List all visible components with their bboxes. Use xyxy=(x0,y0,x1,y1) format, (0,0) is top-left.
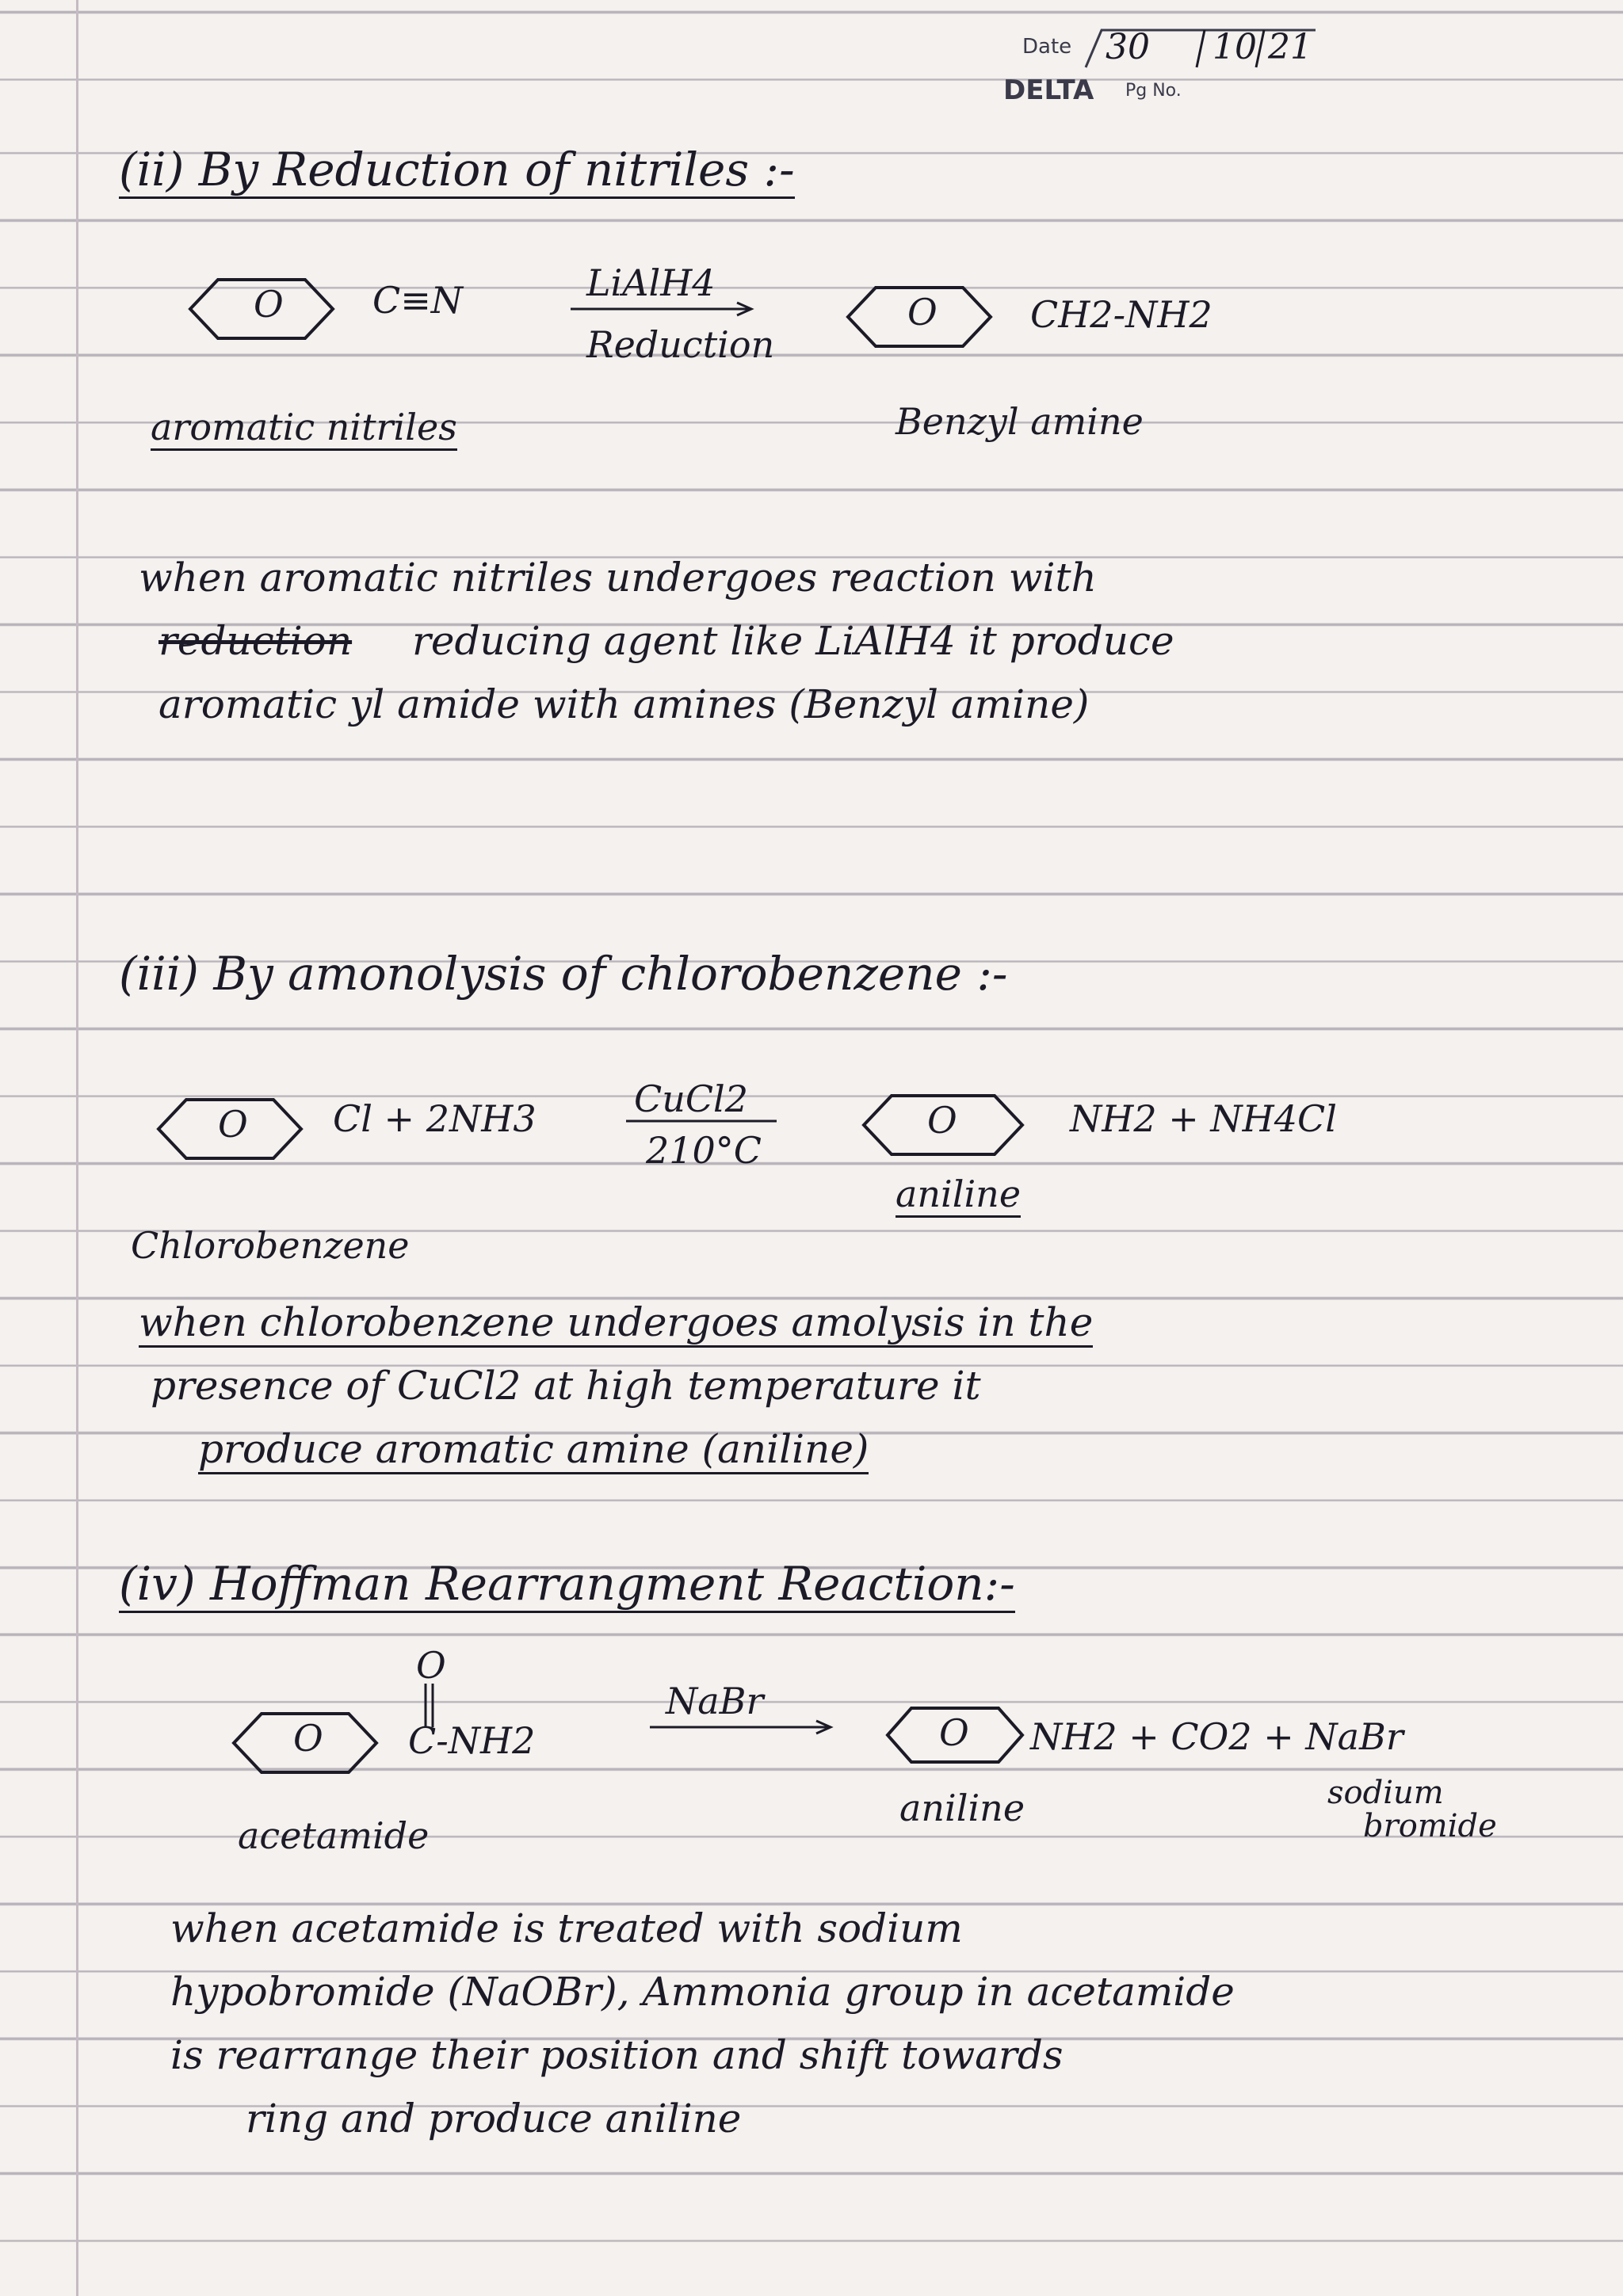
paragraph-line: when acetamide is treated with sodium xyxy=(170,1905,963,1951)
date-month: 10 xyxy=(1212,27,1257,67)
reactant-name: acetamide xyxy=(238,1814,430,1857)
carbonyl-oxygen: O xyxy=(416,1644,446,1687)
page-number-label: Pg No. xyxy=(1125,81,1182,101)
reduction-condition: Reduction xyxy=(586,323,775,366)
ring-symbol: O xyxy=(907,291,938,334)
paragraph-line: hypobromide (NaOBr), Ammonia group in acetamide xyxy=(170,1969,1235,2015)
margin-line xyxy=(76,0,78,2296)
temperature-condition: 210°C xyxy=(646,1129,762,1172)
paragraph-line: when chlorobenzene undergoes amolysis in the xyxy=(139,1299,1093,1348)
chlorobenzene-reactants: Cl + 2NH3 xyxy=(333,1097,537,1140)
ring-symbol: O xyxy=(293,1717,323,1760)
reaction-arrow-icon xyxy=(626,1113,785,1129)
paragraph-line: when aromatic nitriles undergoes reaction with xyxy=(139,555,1097,601)
paragraph-line: ring and produce aniline xyxy=(246,2096,742,2142)
amide-group: C-NH2 xyxy=(408,1719,536,1762)
byproduct-name: bromide xyxy=(1363,1808,1497,1844)
nitrile-group: C≡N xyxy=(372,279,463,322)
date-day: 30 xyxy=(1106,27,1150,67)
ring-symbol: O xyxy=(927,1099,957,1142)
product-aniline: NH2 + CO2 + NaBr xyxy=(1030,1715,1403,1758)
ring-symbol: O xyxy=(939,1711,969,1754)
section-iv-title: (iv) Hoffman Rearrangment Reaction:- xyxy=(119,1557,1015,1613)
reaction-arrow-icon xyxy=(650,1719,840,1735)
ring-symbol: O xyxy=(218,1103,248,1146)
date-year: 21 xyxy=(1268,27,1312,67)
byproduct-name: sodium xyxy=(1327,1775,1444,1811)
product-name: aniline xyxy=(899,1787,1025,1829)
section-ii-title: (ii) By Reduction of nitriles :- xyxy=(119,143,795,199)
page-header xyxy=(991,24,1312,119)
product-name: aniline xyxy=(896,1173,1021,1218)
brand-logo: DELTA xyxy=(1003,74,1094,106)
reaction-arrow-icon xyxy=(571,301,761,317)
product-name: Benzyl amine xyxy=(896,400,1144,443)
reagent-nabr: NaBr xyxy=(666,1680,764,1722)
ring-symbol: O xyxy=(254,283,284,326)
reactant-name: aromatic nitriles xyxy=(151,406,457,451)
reagent-liaLh4: LiAlH4 xyxy=(586,261,716,304)
date-label: Date xyxy=(1022,35,1072,59)
section-iii-title: (iii) By amonolysis of chlorobenzene :- xyxy=(119,947,1008,1001)
paragraph-line: reducing agent like LiAlH4 it produce xyxy=(412,618,1174,664)
reactant-name: Chlorobenzene xyxy=(131,1224,410,1267)
product-benzylamine: CH2-NH2 xyxy=(1030,293,1212,336)
struck-word: reduction xyxy=(158,618,353,664)
paragraph-line: presence of CuCl2 at high temperature it xyxy=(151,1363,981,1409)
reagent-cucl2: CuCl2 xyxy=(634,1077,748,1120)
product-aniline: NH2 + NH4Cl xyxy=(1070,1097,1337,1140)
paragraph-line: is rearrange their position and shift towards xyxy=(170,2032,1064,2078)
paragraph-line: aromatic yl amide with amines (Benzyl amine) xyxy=(158,681,1090,727)
paragraph-line: produce aromatic amine (aniline) xyxy=(198,1426,869,1474)
